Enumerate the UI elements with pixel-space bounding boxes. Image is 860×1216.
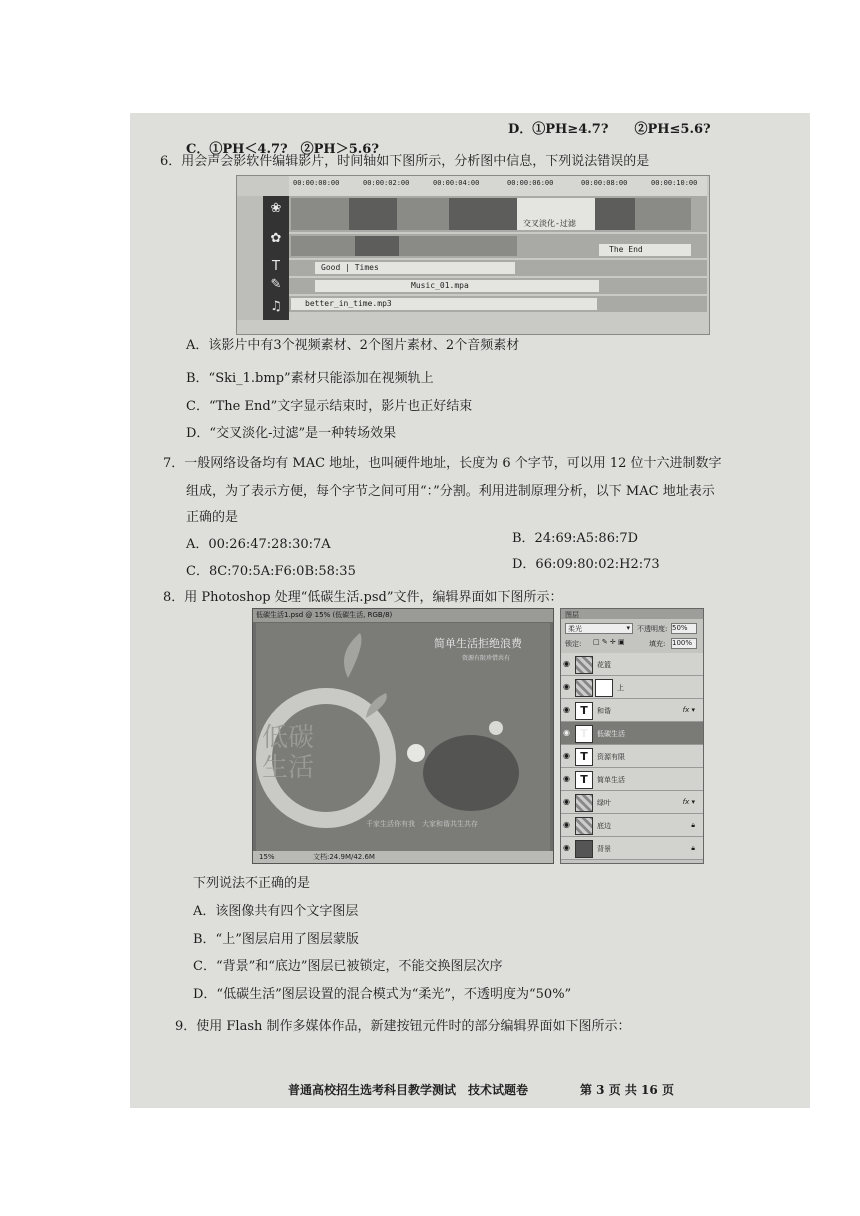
layer-name: 低碳生活: [597, 730, 625, 738]
ruler-tick: 00:00:00:00: [293, 179, 340, 187]
canvas-subline: 资源有限珍惜共有: [462, 655, 511, 662]
layer-row[interactable]: [561, 814, 703, 837]
q6-option-a: A．该影片中有3个视频素材、2个图片素材、2个音频素材: [186, 338, 520, 353]
q8-option-c: C．“背景”和“底边”图层已被锁定，不能交换图层次序: [193, 959, 503, 974]
video-track-icon[interactable]: ❀: [270, 201, 282, 216]
blend-row: [561, 620, 703, 634]
music-clip[interactable]: [291, 298, 597, 310]
canvas-bottom-text: 千家生活你有我 大家和谐共生共存: [366, 820, 478, 828]
overlay-clip[interactable]: [355, 236, 399, 256]
layer-row-selected[interactable]: [561, 722, 703, 745]
text-layer-icon: T: [575, 771, 593, 789]
voice-clip[interactable]: [315, 280, 599, 292]
lock-icon: 🔒︎: [691, 844, 695, 852]
layer-mask-thumbnail: [595, 679, 613, 697]
layer-name: 背景: [597, 845, 611, 853]
canvas-headline: 简单生活拒绝浪费: [434, 637, 522, 650]
music-track: [289, 296, 707, 312]
image-clip[interactable]: [635, 198, 691, 230]
lock-icons[interactable]: □ ✎ ✛ ▣: [593, 638, 625, 646]
transition-label: 交叉淡化-过滤: [523, 219, 576, 228]
the-end-label: The End: [609, 245, 643, 254]
layer-thumbnail: [575, 817, 593, 835]
opacity-field[interactable]: 50%: [671, 623, 697, 634]
eye-icon[interactable]: ◉: [563, 728, 570, 737]
track-lock-column: [237, 196, 263, 320]
eye-icon[interactable]: ◉: [563, 705, 570, 714]
q8-option-d: D．“低碳生活”图层设置的混合模式为“柔光”，不透明度为“50%”: [193, 987, 572, 1002]
q8-option-b: B．“上”图层启用了图层蒙版: [193, 932, 359, 947]
q5-option-d: D．①PH≥4.7? ②PH≤5.6?: [508, 122, 711, 137]
q7-option-d: D．66:09:80:02:H2:73: [512, 557, 660, 572]
q5-option-c: C．①PH＜4.7? ②PH＞5.6?: [186, 142, 379, 157]
text-layer-icon: T: [575, 748, 593, 766]
q6-option-b: B．“Ski_1.bmp”素材只能添加在视频轨上: [186, 371, 434, 386]
lock-row: [561, 635, 703, 649]
q7-option-c: C．8C:70:5A:F6:0B:58:35: [186, 564, 356, 579]
eye-icon[interactable]: ◉: [563, 682, 570, 691]
q7-stem-line2: 组成，为了表示方便，每个字节之间可用“：”分割。利用进制原理分析，以下 MAC 地址表示: [186, 484, 715, 499]
eye-icon[interactable]: ◉: [563, 659, 570, 668]
ruler-tick: 00:00:02:00: [363, 179, 410, 187]
eye-icon[interactable]: ◉: [563, 797, 570, 806]
layer-row[interactable]: [561, 837, 703, 860]
the-end-clip[interactable]: [599, 244, 691, 256]
q7-stem-line1: 7．一般网络设备均有 MAC 地址，也叫硬件地址，长度为 6 个字节，可以用 12 位十六进制数字: [163, 456, 722, 471]
q8-stem: 8．用 Photoshop 处理“低碳生活.psd”文件，编辑界面如下图所示：: [163, 590, 563, 605]
title-track: [289, 260, 707, 276]
layer-row[interactable]: [561, 768, 703, 791]
ruler-tick: 00:00:08:00: [581, 179, 628, 187]
layer-name: 和谐: [597, 707, 611, 715]
layer-row[interactable]: [561, 791, 703, 814]
q9-stem: 9．使用 Flash 制作多媒体作品，新建按钮元件时的部分编辑界面如下图所示：: [175, 1019, 631, 1034]
q6-option-c: C．“The End”文字显示结束时，影片也正好结束: [186, 399, 473, 414]
q8-option-a: A．该图像共有四个文字图层: [193, 904, 359, 919]
overlay-clip[interactable]: [399, 236, 517, 256]
leaf-shape: [344, 633, 362, 678]
eye-icon[interactable]: ◉: [563, 820, 570, 829]
layer-row[interactable]: [561, 699, 703, 722]
layer-thumbnail: [575, 679, 593, 697]
timeline-ruler: [289, 176, 707, 197]
music-track-icon[interactable]: ♫: [270, 299, 282, 314]
image-clip[interactable]: [595, 198, 635, 230]
blend-mode-select[interactable]: 柔光 ▾: [565, 623, 633, 634]
voice-track-icon[interactable]: ✎: [270, 277, 282, 292]
flower-basket: [423, 735, 519, 811]
lock-label: 锁定:: [565, 640, 582, 648]
q8-sub-question: 下列说法不正确的是: [193, 876, 311, 891]
video-clip[interactable]: [449, 198, 517, 230]
ruler-tick: 00:00:04:00: [433, 179, 480, 187]
transition-clip[interactable]: [517, 198, 595, 230]
document-tab[interactable]: 低碳生活1.psd @ 15% (低碳生活, RGB/8): [253, 609, 553, 622]
q6-option-d: D．“交叉淡化-过滤”是一种转场效果: [186, 426, 397, 441]
layer-name: 简单生活: [597, 776, 625, 784]
layer-name: 绿叶: [597, 799, 611, 807]
lock-icon: 🔒︎: [691, 821, 695, 829]
overlay-clip[interactable]: [291, 236, 355, 256]
overlay-track: [289, 234, 707, 258]
overlay-track-icon[interactable]: ✿: [270, 231, 282, 246]
audio-label: better_in_time.mp3: [305, 299, 392, 308]
video-clip[interactable]: [397, 198, 449, 230]
footer-title: 普通高校招生选考科目教学测试 技术试题卷: [288, 1083, 529, 1097]
layer-row[interactable]: [561, 676, 703, 699]
title-clip[interactable]: [315, 262, 515, 274]
music-label: Music_01.mpa: [411, 281, 469, 290]
flower: [489, 721, 503, 735]
panel-tab[interactable]: [561, 609, 703, 619]
q7-option-b: B．24:69:A5:86:7D: [512, 531, 639, 546]
flower: [407, 744, 425, 762]
track-icons: [263, 196, 289, 320]
fx-icon[interactable]: fx ▾: [682, 798, 695, 806]
layers-panel: [560, 608, 704, 864]
photoshop-document-window: [252, 608, 554, 864]
eye-icon[interactable]: ◉: [563, 843, 570, 852]
layer-name: 上: [617, 684, 624, 692]
fill-label: 填充:: [649, 640, 666, 648]
status-bar: [253, 851, 553, 863]
layer-row[interactable]: [561, 745, 703, 768]
ruler-tick: 00:00:06:00: [507, 179, 554, 187]
layer-name: 底边: [597, 822, 611, 830]
opacity-label: 不透明度:: [637, 625, 668, 633]
page-number: 第 3 页 共 16 页: [580, 1083, 674, 1097]
ruler-tick: 00:00:10:00: [651, 179, 698, 187]
document-size: 文档:24.9M/42.6M: [313, 853, 375, 861]
chevron-down-icon: ▾: [626, 624, 630, 632]
q7-option-a: A．00:26:47:28:30:7A: [186, 537, 331, 552]
video-track: [289, 196, 707, 232]
layer-name: 资源有限: [597, 753, 625, 761]
voice-track: [289, 278, 707, 294]
panel-title: 图层: [565, 611, 579, 619]
eye-icon[interactable]: ◉: [563, 751, 570, 760]
title-track-icon[interactable]: T: [272, 259, 280, 274]
layer-thumbnail: [575, 794, 593, 812]
layer-thumbnail: [575, 656, 593, 674]
video-clip[interactable]: [291, 198, 349, 230]
video-clip[interactable]: [349, 198, 397, 230]
q6-stem: 6．用会声会影软件编辑影片，时间轴如下图所示，分析图中信息，下列说法错误的是: [160, 154, 650, 169]
fill-field[interactable]: 100%: [671, 638, 697, 649]
eye-icon[interactable]: ◉: [563, 774, 570, 783]
text-layer-icon: T: [575, 702, 593, 720]
timeline-figure: [236, 175, 710, 335]
document-canvas: [256, 623, 550, 851]
good-times-label: Good | Times: [321, 263, 379, 272]
canvas-big-text: 低碳生活: [262, 723, 315, 783]
text-layer-icon: T: [575, 725, 593, 743]
layer-row[interactable]: [561, 653, 703, 676]
layer-name: 花篮: [597, 661, 611, 669]
zoom-level[interactable]: 15%: [259, 853, 275, 861]
fx-icon[interactable]: fx ▾: [682, 706, 695, 714]
layer-thumbnail: [575, 840, 593, 858]
q7-stem-line3: 正确的是: [186, 510, 239, 525]
